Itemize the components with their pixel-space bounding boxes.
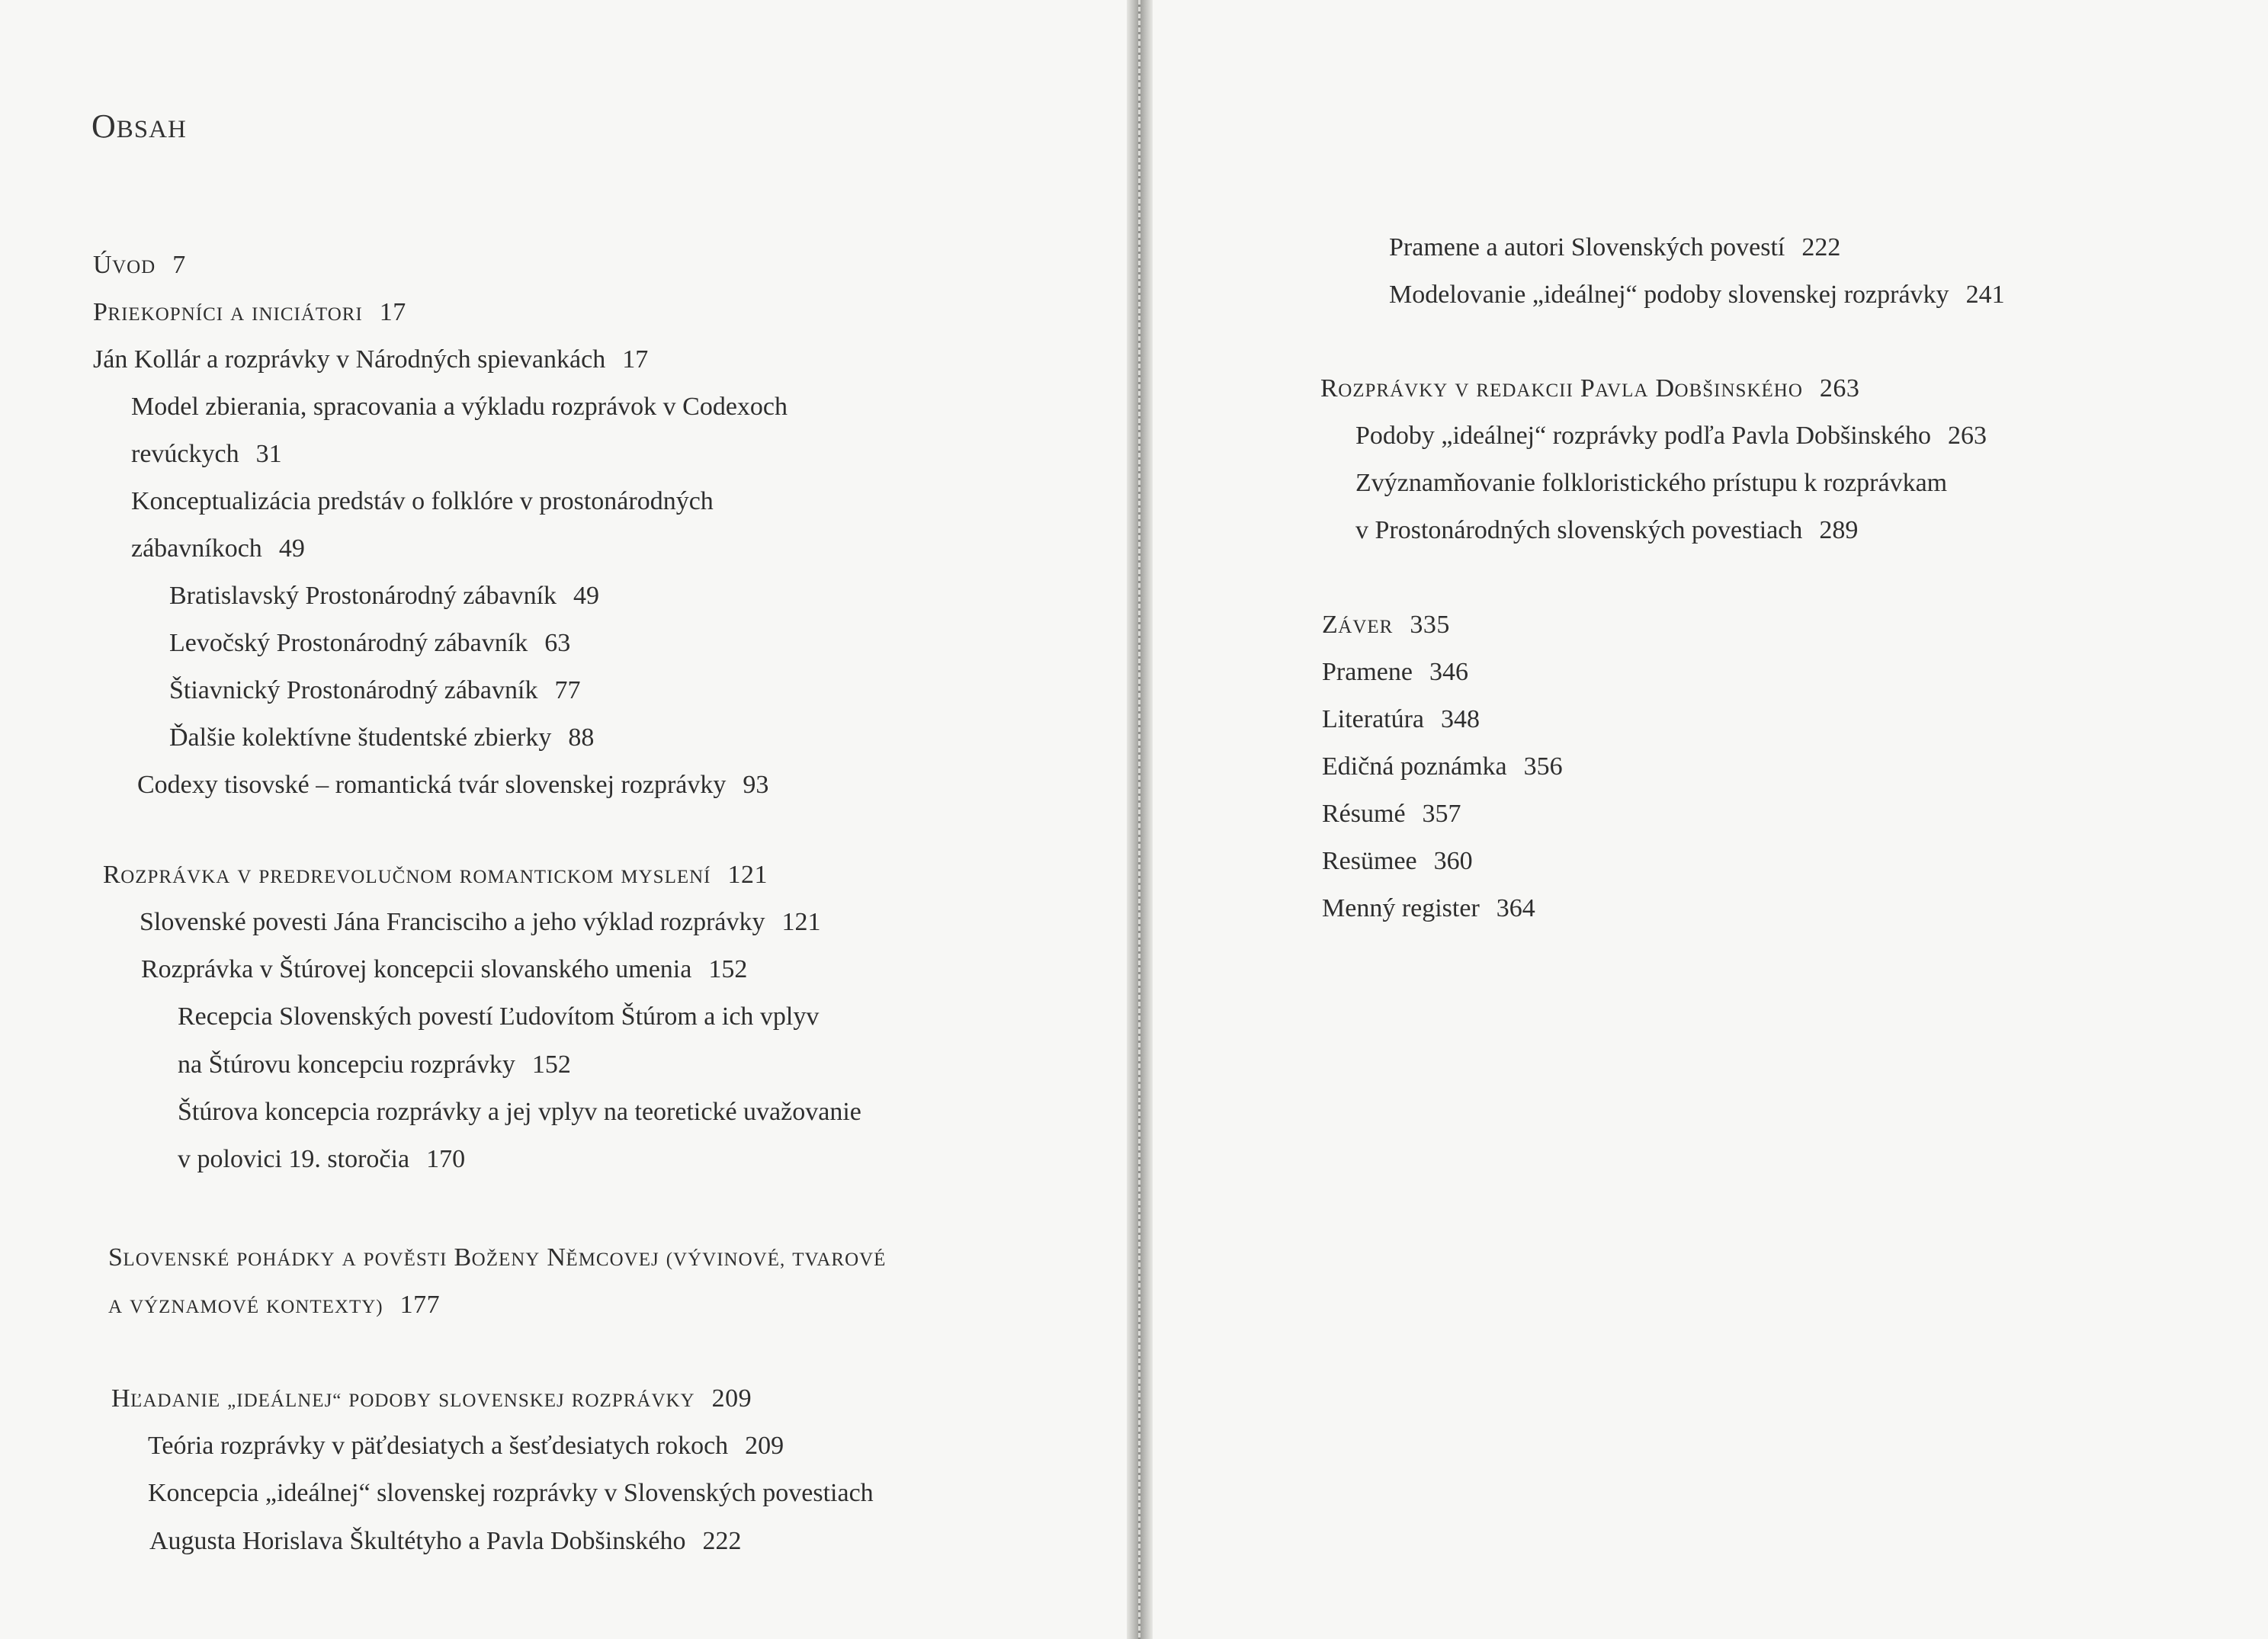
toc-page-number: 263 — [1948, 422, 1987, 450]
toc-entry-label: Edičná poznámka — [1322, 752, 1507, 781]
toc-entry-label: Koncepcia „ideálnej“ slovenskej rozprávky v Slovenských povestiach — [148, 1479, 874, 1507]
toc-entry-zvyznam-2 — [1355, 515, 1858, 546]
toc-page-number: 209 — [711, 1384, 752, 1413]
toc-page-number: 170 — [426, 1145, 466, 1173]
toc-entry-koncept-2 — [131, 534, 305, 564]
toc-page-number: 49 — [573, 582, 600, 610]
toc-entry-label: Codexy tisovské – romantická tvár slovenskej rozprávky — [137, 771, 727, 799]
toc-entry-koncepcia-2 — [149, 1526, 742, 1557]
toc-entry-label: SLOVENSKÉ POHÁDKY A POVĚSTI BOŽENY NĚMCOVEJ (VÝVINOVÉ, TVAROVÉ — [108, 1243, 887, 1272]
toc-entry-recepcia-2 — [178, 1050, 571, 1080]
toc-entry-franciscio — [140, 907, 821, 938]
toc-page-number: 222 — [1801, 233, 1841, 261]
toc-page-number: 348 — [1441, 705, 1480, 733]
toc-entry-label: Levočský Prostonárodný zábavník — [169, 629, 528, 657]
toc-page-number: 17 — [379, 298, 406, 326]
toc-entry-label: Menný register — [1322, 894, 1480, 922]
toc-entry-kollar — [93, 345, 648, 375]
toc-entry-label: Štúrova koncepcia rozprávky a jej vplyv na teoretické uvažovanie — [178, 1098, 861, 1126]
toc-page-number: 364 — [1496, 894, 1535, 922]
toc-entry-sturova-2 — [178, 1144, 465, 1175]
toc-page-number: 93 — [743, 771, 769, 799]
toc-entry-bratislavsky — [169, 581, 599, 611]
toc-entry-label: Literatúra — [1322, 705, 1425, 733]
toc-entry-label: Zvýznamňovanie folkloristického prístupu k rozprávkam — [1355, 469, 1948, 497]
toc-entry-resumee — [1322, 846, 1473, 877]
toc-page-number: 121 — [727, 861, 768, 889]
toc-page-number: 31 — [255, 440, 282, 468]
toc-entry-label: Pramene a autori Slovenských povestí — [1389, 233, 1785, 261]
toc-entry-label: Štiavnický Prostonárodný zábavník — [169, 676, 538, 704]
toc-entry-priekopnici — [93, 297, 406, 330]
toc-page-number: 209 — [745, 1432, 784, 1460]
toc-entry-edicna — [1322, 752, 1563, 782]
toc-page-number: 152 — [531, 1050, 571, 1079]
toc-entry-label: Modelovanie „ideálnej“ podoby slovenskej rozprávky — [1389, 281, 1949, 309]
toc-entry-teoria — [148, 1431, 784, 1461]
toc-page-number: 346 — [1429, 658, 1468, 686]
toc-entry-koncepcia-1 — [148, 1478, 874, 1509]
toc-page-number: 49 — [278, 534, 305, 563]
toc-entry-label: Recepcia Slovenských povestí Ľudovítom Štúrom a ich vplyv — [178, 1002, 820, 1031]
page-title-text: OBSAH — [91, 107, 187, 145]
toc-entry-literatura — [1322, 704, 1480, 735]
toc-entry-label: revúckych — [131, 440, 239, 468]
toc-entry-resume — [1322, 799, 1461, 829]
toc-page-number: 77 — [554, 676, 581, 704]
toc-entry-codexy — [137, 770, 768, 800]
toc-entry-model-1 — [131, 392, 788, 422]
toc-page-number: 335 — [1410, 611, 1450, 639]
toc-entry-nemcova-1 — [108, 1243, 886, 1275]
toc-entry-zaver — [1322, 610, 1450, 643]
toc-page-number: 121 — [781, 908, 821, 936]
toc-page-number: 222 — [702, 1527, 742, 1555]
toc-entry-uvod — [93, 250, 186, 283]
toc-entry-sturova-konc — [141, 954, 747, 985]
toc-entry-label: Model zbierania, spracovania a výkladu rozprávok v Codexoch — [131, 393, 788, 421]
page-title — [91, 107, 187, 146]
toc-entry-label: Konceptualizácia predstáv o folklóre v prostonárodných — [131, 487, 714, 515]
toc-entry-label: ROZPRÁVKY V REDAKCII PAVLA DOBŠINSKÉHO — [1320, 374, 1803, 403]
toc-entry-redakcii — [1320, 374, 1859, 406]
toc-page-number: 289 — [1819, 516, 1859, 544]
toc-entry-label: na Štúrovu koncepciu rozprávky — [178, 1050, 515, 1079]
toc-entry-label: PRIEKOPNÍCI A INICIÁTORI — [93, 298, 363, 326]
toc-entry-label: ÚVOD — [93, 251, 156, 279]
toc-entry-dalsie — [169, 723, 594, 753]
toc-entry-label: Podoby „ideálnej“ rozprávky podľa Pavla Dobšinského — [1355, 422, 1932, 450]
toc-page-number: 357 — [1422, 800, 1461, 828]
toc-entry-sturova-1 — [178, 1097, 861, 1127]
toc-entry-label: Resümee — [1322, 847, 1417, 875]
toc-entry-pramene-autori — [1389, 233, 1840, 263]
toc-entry-label: Slovenské povesti Jána Francisciho a jeho výklad rozprávky — [140, 908, 765, 936]
toc-entry-label: Ďalšie kolektívne študentské zbierky — [169, 723, 552, 752]
book-gutter — [1127, 0, 1153, 1639]
toc-entry-label: HĽADANIE „IDEÁLNEJ“ PODOBY SLOVENSKEJ ROZPRÁVKY — [111, 1384, 695, 1413]
toc-entry-pramene — [1322, 657, 1468, 688]
toc-page-number: 241 — [1965, 281, 2005, 309]
toc-entry-label: v polovici 19. storočia — [178, 1145, 410, 1173]
toc-page-number: 360 — [1433, 847, 1473, 875]
toc-entry-label: Teória rozprávky v päťdesiatych a šesťdesiatych rokoch — [148, 1432, 729, 1460]
toc-entry-label: v Prostonárodných slovenských povestiach — [1355, 516, 1803, 544]
toc-entry-model-2 — [131, 439, 282, 470]
toc-entry-label: Résumé — [1322, 800, 1406, 828]
toc-entry-label: Pramene — [1322, 658, 1413, 686]
toc-entry-label: zábavníkoch — [131, 534, 262, 563]
toc-entry-stiavnicky — [169, 675, 580, 706]
toc-entry-nemcova-2 — [108, 1290, 440, 1323]
toc-entry-recepcia-1 — [178, 1002, 819, 1032]
toc-entry-predrevol — [103, 860, 768, 893]
toc-page-number: 263 — [1819, 374, 1860, 403]
toc-page-number: 17 — [622, 345, 649, 374]
toc-entry-zvyznam-1 — [1355, 468, 1947, 499]
toc-entry-modelovanie — [1389, 280, 2005, 310]
toc-entry-label: Bratislavský Prostonárodný zábavník — [169, 582, 557, 610]
toc-entry-label: ZÁVER — [1322, 611, 1394, 639]
toc-entry-levocsky — [169, 628, 570, 659]
toc-entry-label: A VÝZNAMOVÉ KONTEXTY) — [108, 1297, 383, 1317]
toc-page-number: 177 — [399, 1291, 441, 1319]
toc-page-number: 63 — [544, 629, 571, 657]
toc-page-number: 7 — [172, 251, 186, 279]
toc-entry-label: Ján Kollár a rozprávky v Národných spievankách — [93, 345, 606, 374]
toc-entry-hladanie — [111, 1384, 752, 1416]
toc-entry-podoby — [1355, 421, 1987, 451]
toc-page-number: 88 — [568, 723, 595, 752]
toc-page-number: 152 — [708, 955, 748, 983]
toc-entry-label: ROZPRÁVKA V PREDREVOLUČNOM ROMANTICKOM MYSLENÍ — [103, 861, 711, 889]
toc-entry-koncept-1 — [131, 486, 714, 517]
toc-entry-label: Rozprávka v Štúrovej koncepcii slovanského umenia — [141, 955, 692, 983]
toc-page-number: 356 — [1523, 752, 1563, 781]
toc-entry-label: Augusta Horislava Škultétyho a Pavla Dobšinského — [149, 1527, 686, 1555]
toc-entry-register — [1322, 893, 1535, 924]
